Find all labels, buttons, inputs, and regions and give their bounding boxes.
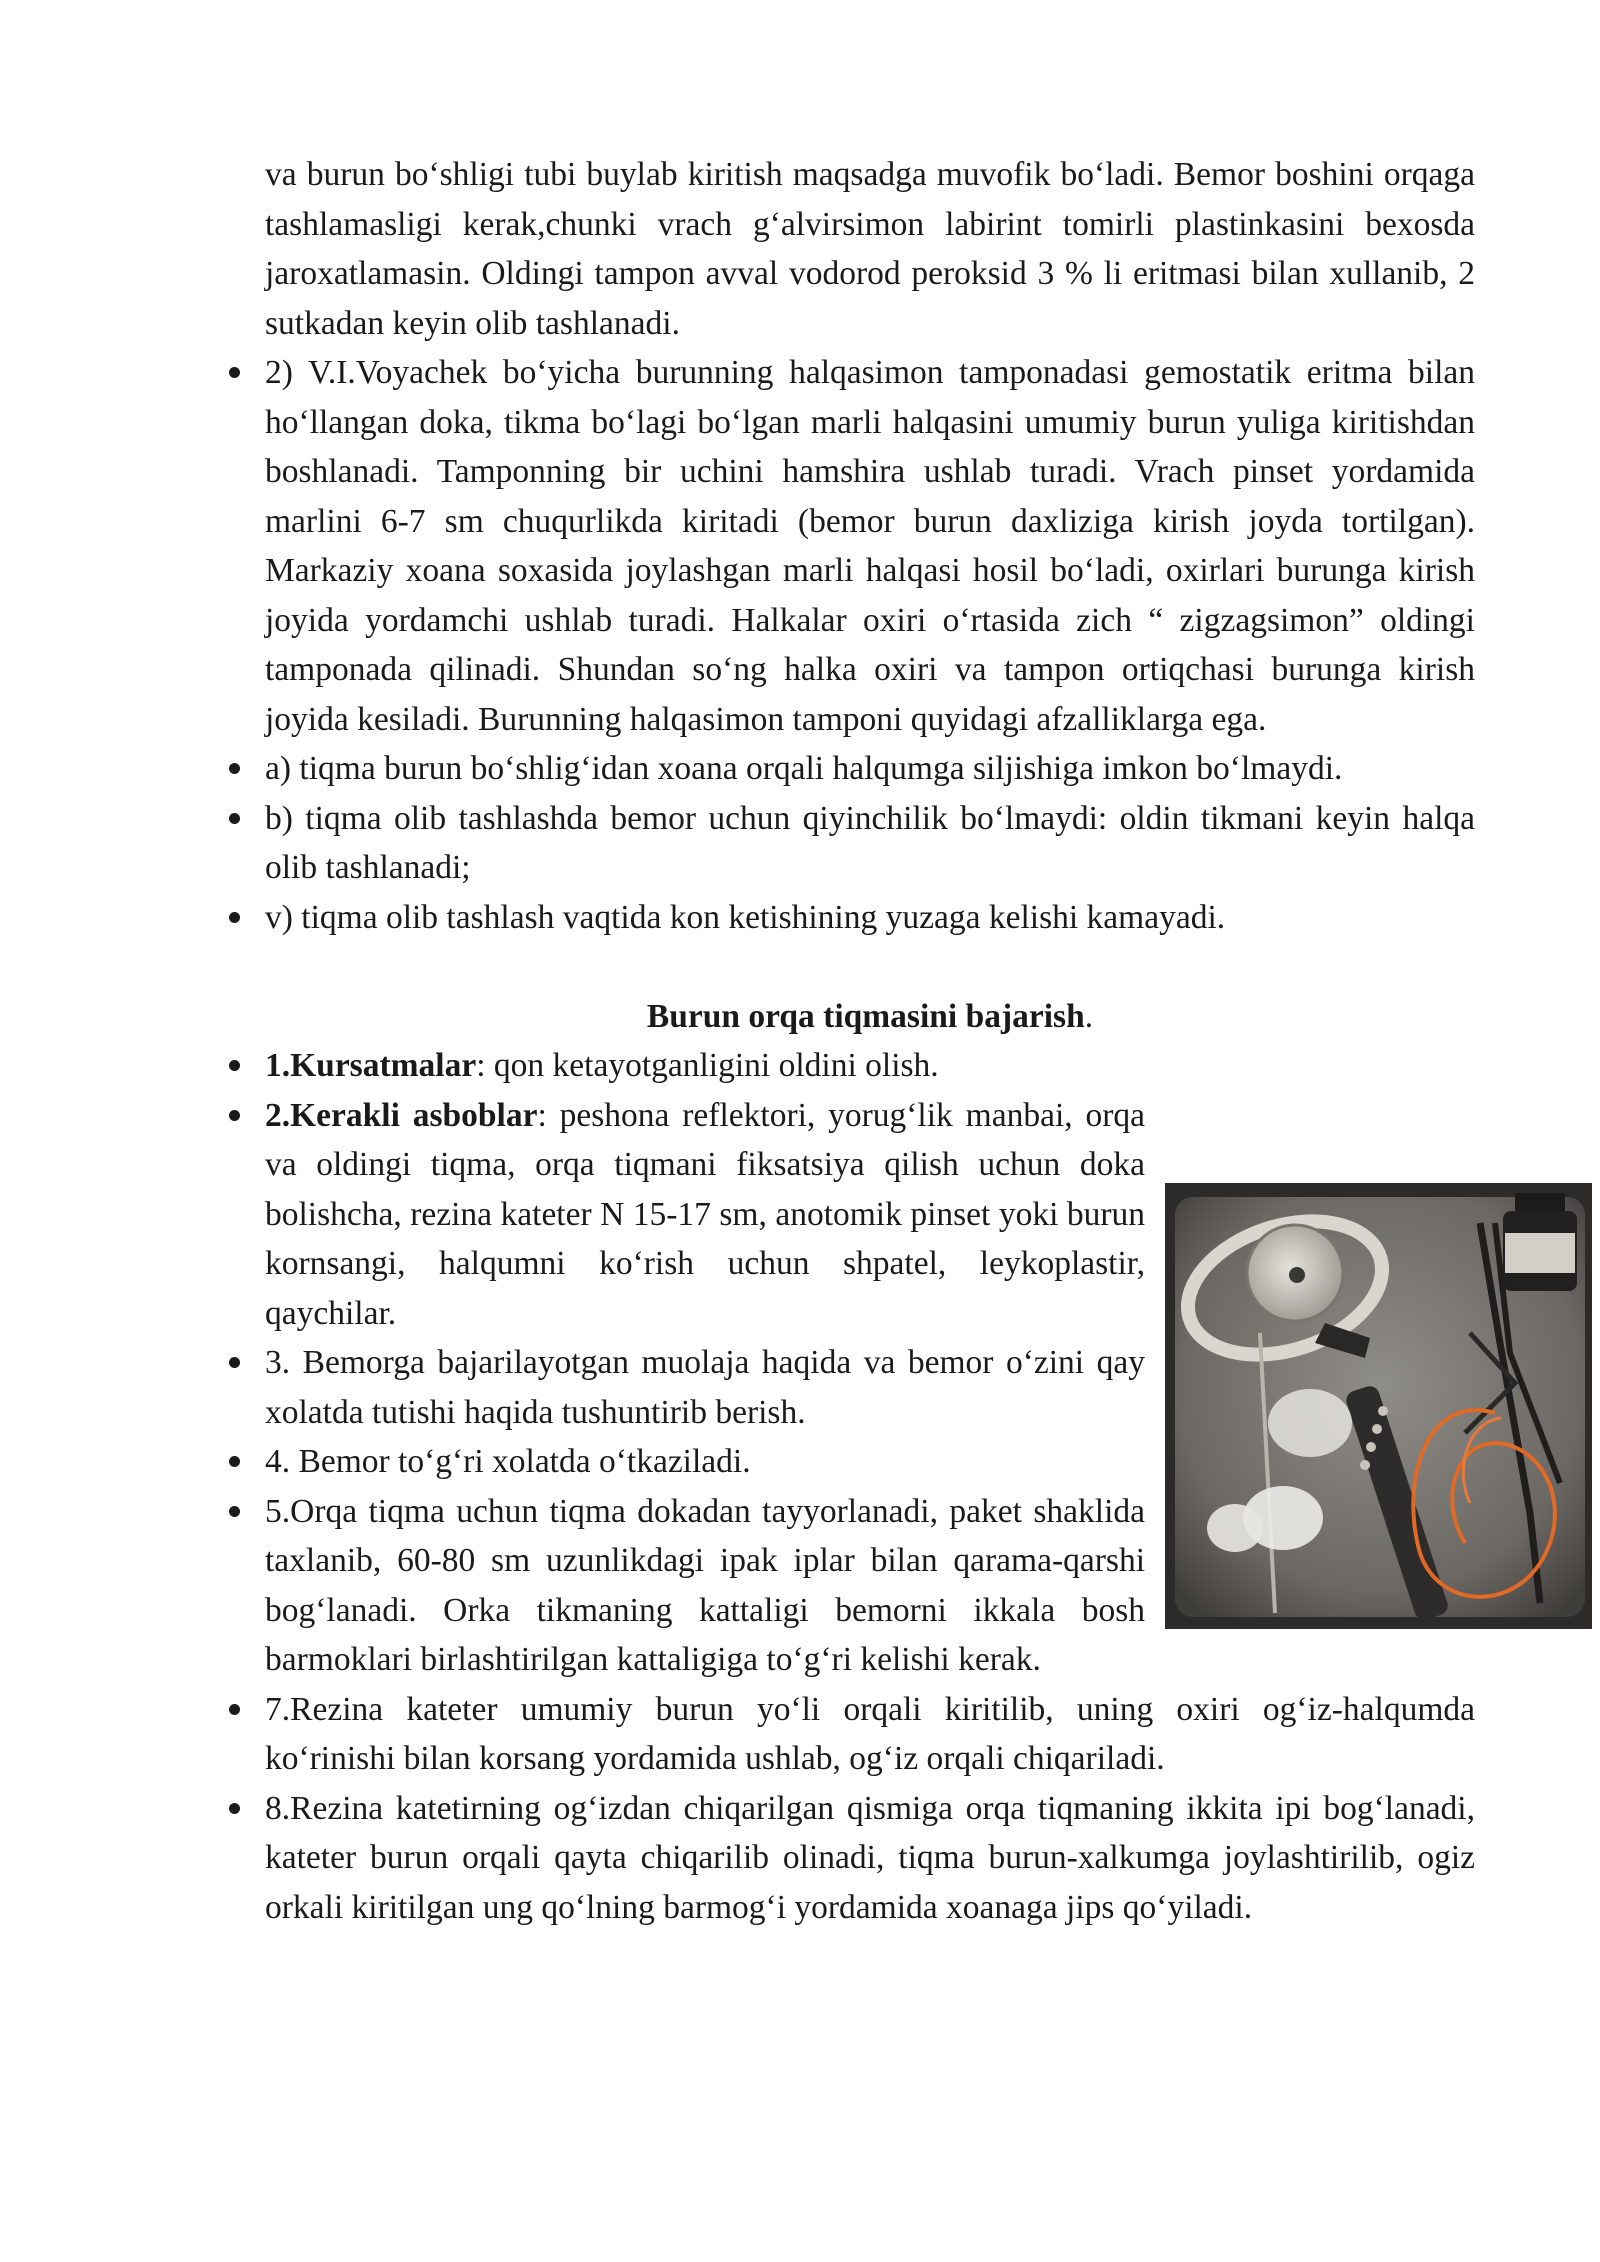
step-item-2 — [265, 1091, 1145, 1339]
intro-paragraph: va burun bo‘shligi tubi buylab kiritish maqsadga muvofik bo‘ladi. Bemor boshini orqaga tashlamasligi kerak,chunki vrach g‘alvirsimon labirint tomirli plastinkasini bexosda jaroxatlamasin. Oldingi tampon avval vodorod peroksid 3 % li eritmasi bilan xullanib, 2 sutkadan keyin olib tashlanadi. — [265, 156, 1475, 342]
step-1-label: 1.Kursatmalar — [265, 1047, 477, 1084]
section-heading-period: . — [1084, 997, 1094, 1035]
step-5-text: 5.Orqa tiqma uchun tiqma dokadan tayyorlanadi, paket shaklida taxlanib, 60-80 sm uzunlikdagi ipak iplar bilan qarama-qarshi bog‘lanadi. Orka tikmaning kattaligi bemorni ikkala bosh barmoklari birlashtirilgan kattaligiga to‘g‘ri kelishi kerak. — [265, 1492, 1145, 1678]
text-column — [265, 150, 1475, 1932]
step-1-text: : qon ketayotganligini oldini olish. — [476, 1047, 939, 1084]
step-item-3: 3. Bemorga bajarilayotgan muolaja haqida va bemor o‘zini qay xolatda tutishi haqida tushuntirib berish. — [265, 1338, 1145, 1437]
list-item-a: a) tiqma burun bo‘shlig‘idan xoana orqali halqumga siljishiga imkon bo‘lmaydi. — [265, 744, 1475, 794]
step-item-4: 4. Bemor to‘g‘ri xolatda o‘tkaziladi. — [265, 1437, 1145, 1487]
list-item-v: v) tiqma olib tashlash vaqtida kon ketishining yuzaga kelishi kamayadi. — [265, 893, 1475, 943]
step-2-text: : peshona reflektori, yorug‘lik manbai, orqa va oldingi tiqma, orqa tiqmani fiksatsiya qilish uchun doka bolishcha, rezina kateter N 15-17 sm, anotomik pinset yoki burun kornsangi, halqumni ko‘rish uchun shpatel, leykoplastir, qaychilar. — [265, 1096, 1145, 1332]
step-item-8: 8.Rezina katetirning og‘izdan chiqarilgan qismiga orqa tiqmaning ikkita ipi bog‘lanadi, kateter burun orqali qayta chiqarilib olinadi, tiqma burun-xalkumga joylashtirilib, ogiz orkali kiritilgan ung qo‘lning barmog‘i yordamida xoanaga jips qo‘yiladi. — [265, 1784, 1475, 1933]
instruments-photo-drawing — [1165, 1183, 1592, 1629]
step-2-label: 2.Kerakli asboblar — [265, 1096, 538, 1134]
section-heading — [265, 992, 1475, 1042]
step-item-1 — [265, 1041, 1475, 1091]
step-item-7: 7.Rezina kateter umumiy burun yo‘li orqali kiritilib, uning oxiri og‘iz-halqumda ko‘rinishi bilan korsang yordamida ushlab, og‘iz orqali chiqariladi. — [265, 1685, 1475, 1784]
list-item-b: b) tiqma olib tashlashda bemor uchun qiyinchilik bo‘lmaydi: oldin tikmani keyin halqa olib tashlanadi; — [265, 794, 1475, 893]
list-item-voyachek: 2) V.I.Voyachek bo‘yicha burunning halqasimon tamponadasi gemostatik eritma bilan ho‘llangan doka, tikma bo‘lagi bo‘lgan marli halqasini umumiy burun yuliga kiritishdan boshlanadi. Tamponning bir uchini hamshira ushlab turadi. Vrach pinset yordamida marlini 6-7 sm chuqurlikda kiritadi (bemor burun daxliziga kirish joyda tortilgan). Markaziy xoana soxasida joylashgan marli halqasi hosil bo‘ladi, oxirlari burunga kirish joyida yordamchi ushlab turadi. Halkalar oxiri o‘rtasida zich “ zigzagsimon” oldingi tamponada qilinadi. Shundan so‘ng halka oxiri va tampon ortiqchasi burunga kirish joyida kesiladi. Burunning halqasimon tamponi quyidagi afzalliklarga ega. — [265, 348, 1475, 744]
section-heading-text: Burun orqa tiqmasini bajarish — [646, 997, 1085, 1035]
instruments-photo — [1165, 1183, 1592, 1629]
